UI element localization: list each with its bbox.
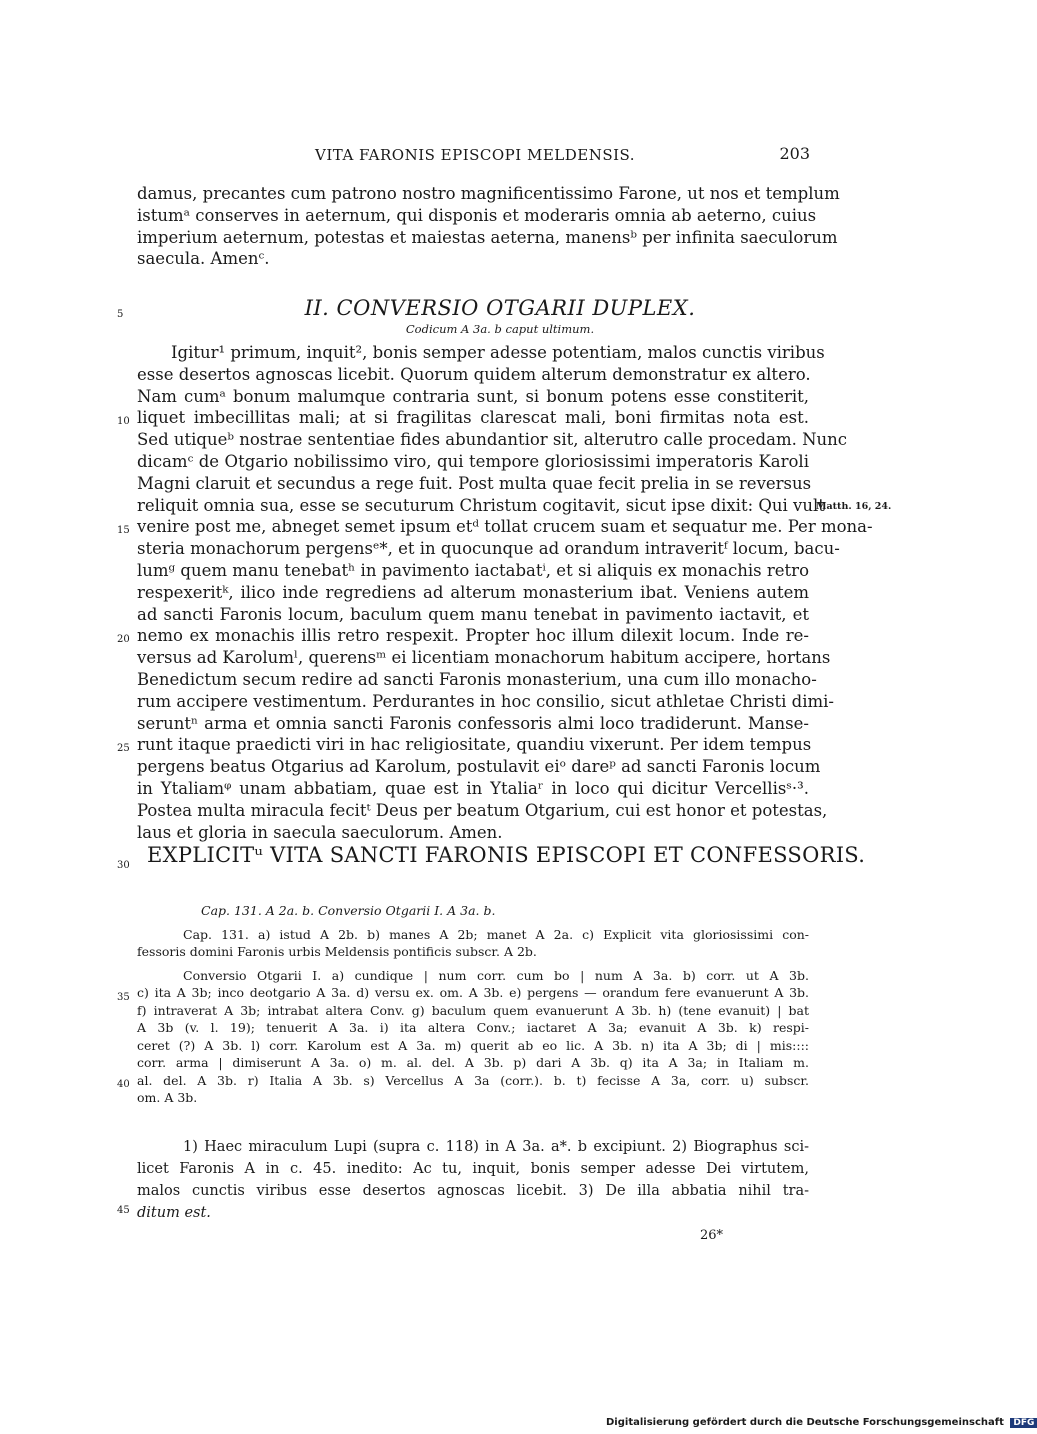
- text-line: in Ytaliamᵠ unam abbatiam, quae est in Ytaliaʳ in loco qui dicitur Vercellisˢ·³.: [137, 778, 809, 798]
- text-line: Nam cumᵃ bonum malumque contraria sunt, si bonum potens esse constiterit,: [137, 386, 809, 406]
- line-number: 5: [117, 309, 124, 320]
- line-number: 30: [117, 860, 130, 871]
- text-line: respexeritᵏ, ilico inde regrediens ad alterum monasterium ibat. Veniens autem: [137, 582, 809, 602]
- running-title: VITA FARONIS EPISCOPI MELDENSIS.: [315, 146, 636, 164]
- text-line: Igitur¹ primum, inquit², bonis semper adesse potentiam, malos cunctis viribus: [171, 343, 825, 362]
- running-header: [0, 146, 1000, 168]
- text-line: istumᵃ conserves in aeternum, qui disponis et moderaris omnia ab aeterno, cuius: [137, 205, 817, 225]
- line-number: 15: [117, 525, 130, 536]
- apparatus-line: ceret (?) A 3b. l) corr. Karolum est A 3a. m) querit ab eo lic. A 3b. n) ita A 3b; di | mis::::: [137, 1037, 809, 1053]
- explicit-line: EXPLICITᵘ VITA SANCTI FARONIS EPISCOPI ET CONFESSORIS.: [147, 843, 866, 867]
- apparatus-line: f) intraverat A 3b; intrabat altera Conv. g) baculum quem evanuerunt A 3b. h) (tene evanuit) | bat: [137, 1002, 809, 1018]
- line-number: 35: [117, 992, 130, 1003]
- text-line: nemo ex monachis illis retro respexit. Propter hoc illum dilexit locum. Inde re-: [137, 626, 809, 646]
- text-line: saecula. Amenᶜ.: [137, 249, 270, 269]
- text-line: lumᵍ quem manu tenebatʰ in pavimento iactabatⁱ, et si aliquis ex monachis retro: [137, 560, 809, 580]
- text-line: imperium aeternum, potestas et maiestas aeterna, manensᵇ per infinita saeculorum: [137, 227, 838, 247]
- apparatus-line: Conversio Otgarii I. a) cundique | num corr. cum bo | num A 3a. b) corr. ut A 3b.: [183, 967, 809, 983]
- text-line: runt itaque praedicti viri in hac religiositate, quandiu vixerunt. Per idem tempus: [137, 735, 812, 755]
- text-line: versus ad Karolumˡ, querensᵐ ei licentiam monachorum habitum accipere, hortans: [137, 648, 831, 668]
- text-line: Benedictum secum redire ad sancti Faronis monasterium, una cum illo monacho-: [137, 669, 817, 689]
- prayer-paragraph: [137, 183, 840, 270]
- apparatus-line: Cap. 131. a) istud A 2b. b) manes A 2b; manet A 2a. c) Explicit vita gloriosissimi con-: [183, 926, 809, 942]
- dfg-logo: DFG: [1010, 1418, 1037, 1428]
- apparatus-line: al. del. A 3b. r) Italia A 3b. s) Vercellus A 3a (corr.). b. t) fecisse A 3a, corr. u) subscr.: [137, 1072, 809, 1088]
- footnote-line: malos cunctis viribus esse desertos agnoscas licebit. 3) De illa abbatia nihil tra-: [137, 1183, 809, 1199]
- apparatus-line: corr. arma | dimiserunt A 3a. o) m. al. del. A 3b. p) dari A 3b. q) ita A 3a; in Italiam m.: [137, 1055, 809, 1070]
- text-line: damus, precantes cum patrono nostro magnificentissimo Farone, ut nos et templum: [137, 184, 840, 203]
- text-line: esse desertos agnoscas licebit. Quorum quidem alterum demonstratur ex altero.: [137, 364, 811, 384]
- apparatus-line: om. A 3b.: [137, 1090, 198, 1105]
- signature-mark: 26*: [700, 1228, 724, 1243]
- text-line: liquet imbecillitas mali; at si fragilitas clarescat mali, boni firmitas nota est.: [137, 408, 809, 428]
- text-line: Sed utiqueᵇ nostrae sententiae fides abundantior sit, alterutro calle procedam. Nunc: [137, 430, 848, 450]
- critical-apparatus: [137, 902, 809, 1107]
- footnote-line: licet Faronis A in c. 45. inedito: Ac tu, inquit, bonis semper adesse Dei virtutem,: [137, 1161, 809, 1177]
- funding-footer: [606, 1417, 1037, 1428]
- line-number: 40: [117, 1079, 130, 1090]
- margin-note-bible-reference: Matth. 16, 24.: [816, 501, 892, 512]
- text-line: Magni claruit et secundus a rege fuit. Post multa quae fecit prelia in se reversus: [137, 473, 812, 493]
- funding-text: Digitalisierung gefördert durch die Deutsche Forschungsgemeinschaft: [606, 1417, 1004, 1428]
- apparatus-line: fessoris domini Faronis urbis Meldensis pontificis subscr. A 2b.: [137, 944, 537, 959]
- section-subtitle: Codicum A 3a. b caput ultimum.: [405, 322, 595, 336]
- line-number: 20: [117, 634, 130, 645]
- apparatus-line: Cap. 131. A 2a. b. Conversio Otgarii I. A 3a. b.: [201, 903, 496, 918]
- text-line: pergens beatus Otgarius ad Karolum, postulavit eiᵒ dareᵖ ad sancti Faronis locum: [137, 757, 821, 777]
- text-line: seruntⁿ arma et omnia sancti Faronis confessoris almi loco tradiderunt. Manse-: [137, 713, 809, 733]
- text-line: ad sancti Faronis locum, baculum quem manu tenebat in pavimento iactavit, et: [137, 604, 809, 624]
- page-number: 203: [779, 144, 810, 163]
- text-line: dicamᶜ de Otgario nobilissimo viro, qui tempore gloriosissimi imperatoris Karoli: [137, 451, 809, 471]
- line-number: 10: [117, 416, 130, 427]
- text-line: rum accipere vestimentum. Perdurantes in hoc consilio, sicut athletae Christi dimi-: [137, 691, 834, 711]
- apparatus-line: c) ita A 3b; inco deotgario A 3a. d) versu ex. om. A 3b. e) pergens — orandum fere evanuerunt A 3b.: [137, 985, 809, 1000]
- line-number: 45: [117, 1205, 130, 1216]
- text-line: laus et gloria in saecula saeculorum. Amen.: [137, 822, 503, 842]
- line-number: 25: [117, 743, 130, 754]
- footnote-line: 1) Haec miraculum Lupi (supra c. 118) in A 3a. a*. b excipiunt. 2) Biographus sci-: [183, 1139, 809, 1155]
- apparatus-line: A 3b (v. l. 19); tenuerit A 3a. i) ita altera Conv.; iactaret A 3a; evanuit A 3b. k) respi-: [137, 1020, 809, 1035]
- section-title: II. CONVERSIO OTGARII DUPLEX.: [304, 296, 696, 320]
- text-line: venire post me, abneget semet ipsum etᵈ tollat crucem suam et sequatur me. Per mona-: [137, 517, 873, 537]
- footnotes: [137, 1136, 809, 1224]
- text-line: Postea multa miracula fecitᵗ Deus per beatum Otgarium, cui est honor et potestas,: [137, 800, 828, 820]
- footnote-line: ditum est.: [137, 1205, 211, 1221]
- text-line: reliquit omnia sua, esse se secuturum Christum cogitavit, sicut ipse dixit: Qui vult: [137, 495, 825, 515]
- text-line: steria monachorum pergensᵉ*, et in quocunque ad orandum intraveritᶠ locum, bacu-: [137, 539, 840, 559]
